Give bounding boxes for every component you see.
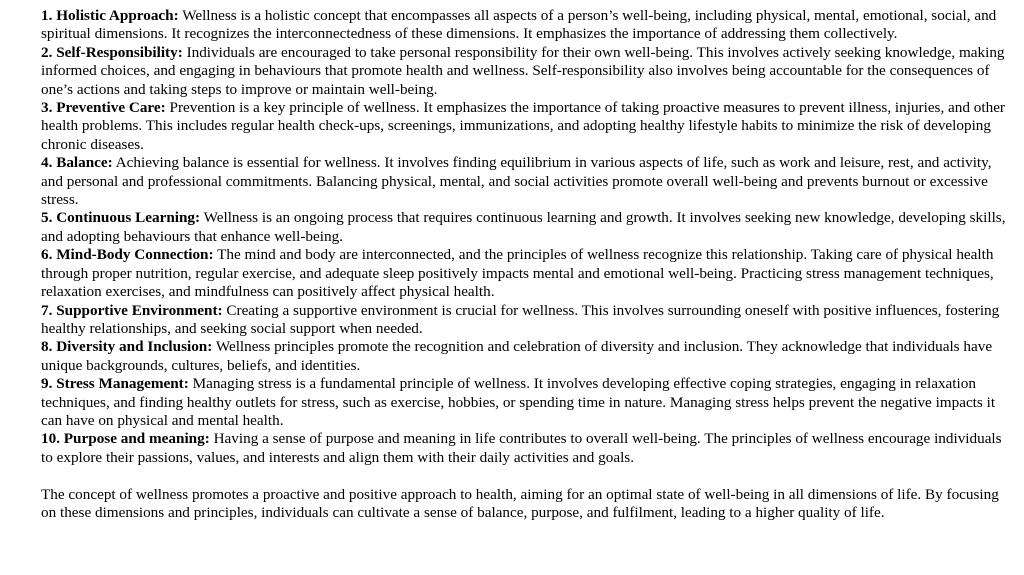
principle-text: Creating a supportive environment is crucial for wellness. This involves surrounding oneself with positive influences, fostering healthy relationships, and seeking social support when needed.	[41, 301, 1000, 337]
principle-title: 5. Continuous Learning:	[41, 209, 201, 227]
principle-self-responsibility	[41, 44, 1007, 99]
principle-preventive-care	[41, 99, 1007, 154]
principle-title: 4. Balance:	[41, 154, 113, 172]
principle-purpose-meaning	[41, 430, 1007, 467]
principle-text: Managing stress is a fundamental principle of wellness. It involves developing effective coping strategies, engaging in relaxation techniques, and finding healthy outlets for stress, such as exercise, hobbies, or spending time in nature. Managing stress helps prevent the negative impacts it can have on physical and mental health.	[41, 375, 996, 429]
principle-continuous-learning	[41, 209, 1007, 246]
principle-text: Achieving balance is essential for wellness. It involves finding equilibrium in various aspects of life, such as work and leisure, rest, and activity, and personal and professional commitments. Balancing physical, mental, and social activities promote overall well-being and prevents burnout or excessive stress.	[41, 154, 992, 209]
conclusion-paragraph: The concept of wellness promotes a proactive and positive approach to health, aiming for an optimal state of well-being in all dimensions of life. By focusing on these dimensions and principles, individuals can cultivate a sense of balance, purpose, and fulfilment, leading to a higher quality of life.	[41, 485, 999, 521]
paragraph-gap	[41, 467, 1007, 485]
principle-text: Wellness is a holistic concept that encompasses all aspects of a person’s well-being, including physical, mental, emotional, social, and spiritual dimensions. It recognizes the interconnectedness of these dimensions. It emphasizes the importance of addressing them collectively.	[41, 7, 997, 43]
principle-balance	[41, 154, 1007, 209]
principle-title: 6. Mind-Body Connection:	[41, 246, 214, 264]
principle-title: 7. Supportive Environment:	[41, 301, 223, 319]
principle-title: 3. Preventive Care:	[41, 99, 166, 117]
principle-title: 9. Stress Management:	[41, 375, 189, 393]
principle-title: 10. Purpose and meaning:	[41, 430, 210, 448]
principle-text: Wellness principles promote the recognition and celebration of diversity and inclusion. They acknowledge that individuals have unique backgrounds, cultures, beliefs, and identities.	[41, 338, 993, 374]
principle-text: Individuals are encouraged to take personal responsibility for their own well-being. This involves actively seeking knowledge, making informed choices, and engaging in behaviours that promote health and wellness. Self-responsibility also involves being accountable for the consequences of one’s actions and taking steps to improve or maintain well-being.	[41, 43, 1005, 98]
principle-supportive-environment	[41, 302, 1007, 339]
principle-text: Wellness is an ongoing process that requires continuous learning and growth. It involves seeking new knowledge, developing skills, and adopting behaviours that enhance well-being.	[41, 209, 1006, 245]
principle-diversity-inclusion	[41, 338, 1007, 375]
principle-mind-body-connection	[41, 246, 1007, 301]
principle-text: Having a sense of purpose and meaning in life contributes to overall well-being. The principles of wellness encourage individuals to explore their passions, values, and interests and align them with their daily activities and goals.	[41, 430, 1002, 466]
principle-holistic-approach	[41, 7, 1007, 44]
document-body	[41, 7, 1007, 522]
principle-title: 1. Holistic Approach:	[41, 7, 179, 24]
principle-text: Prevention is a key principle of wellness. It emphasizes the importance of taking proactive measures to prevent illness, injuries, and other health problems. This includes regular health check-ups, screenings, immunizations, and adopting healthy lifestyle habits to minimize the risk of developing chronic diseases.	[41, 99, 1005, 153]
principle-stress-management	[41, 375, 1007, 430]
principle-title: 2. Self-Responsibility:	[41, 43, 183, 61]
principle-text: The mind and body are interconnected, and the principles of wellness recognize this relationship. Taking care of physical health through proper nutrition, regular exercise, and adequate sleep positively impacts mental and emotional well-being. Practicing stress management techniques, relaxation exercises, and mindfulness can positively affect physical health.	[41, 246, 994, 301]
principle-title: 8. Diversity and Inclusion:	[41, 338, 213, 356]
